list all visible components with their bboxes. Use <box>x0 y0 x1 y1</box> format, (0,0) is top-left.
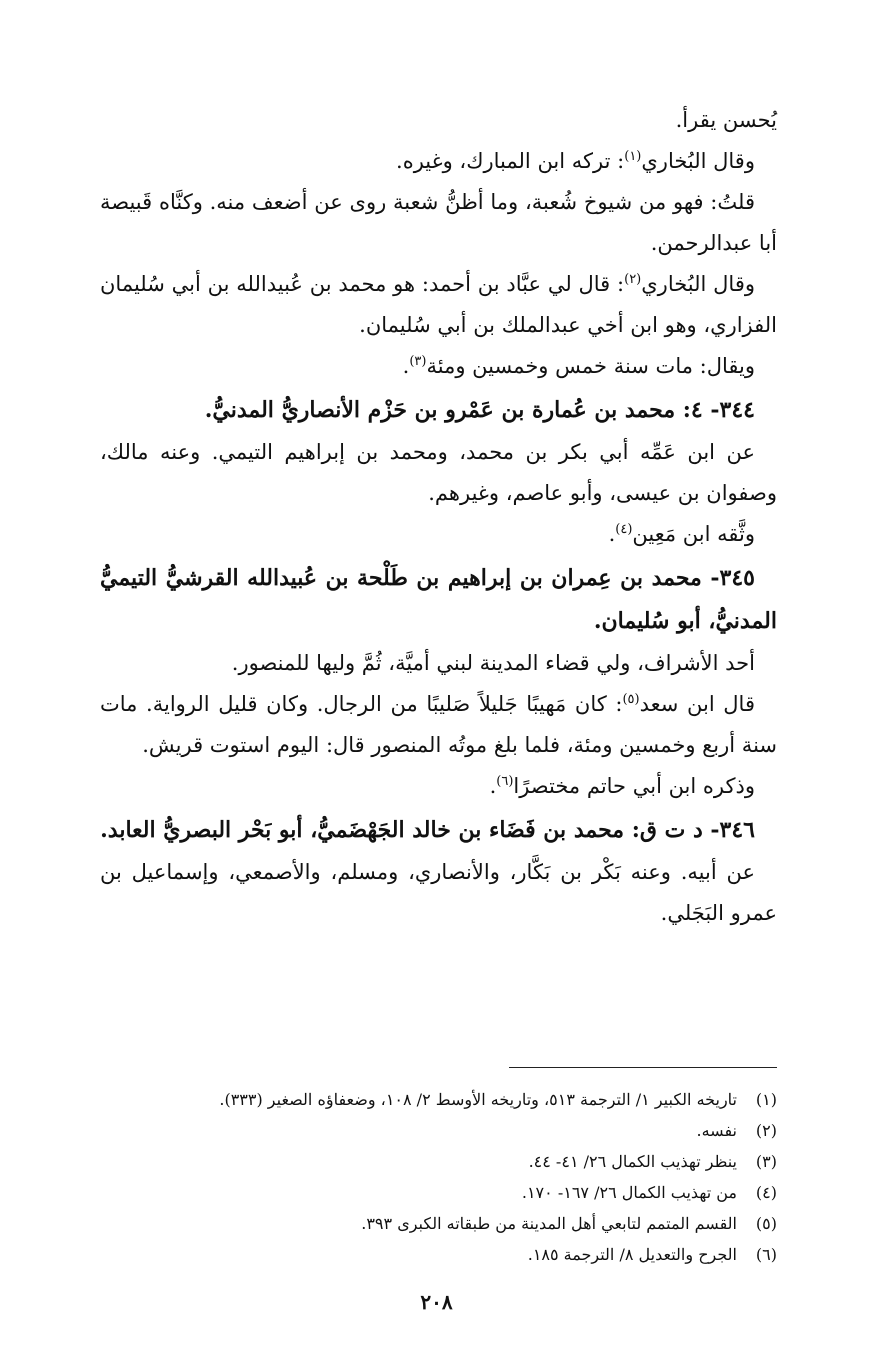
footnote-ref-2: (٢) <box>624 272 642 287</box>
footnote-ref-5: (٥) <box>622 692 640 707</box>
entry-heading-345: ٣٤٥- محمد بن عِمران بن إبراهيم بن طَلْحة بن عُبيدالله القرشيُّ التيميُّ المدنيُّ، أبو سُليمان. <box>100 565 777 634</box>
paragraph-bukhari-1: وقال البُخاري$^{(١)}$: تركه ابن المبارك، وغيره. <box>396 149 755 173</box>
paragraph-345-ibn-saad: قال ابن سعد$^{(٥)}$: كان مَهيبًا جَليلاً صَليبًا من الرجال. وكان قليل الرواية. مات سنة أربع وخمسين ومئة، فلما بلغ موتُه المنصور قال: اليوم استوت قريش. <box>100 692 777 757</box>
paragraph-346-narrators: عن أبيه. وعنه بَكْر بن بَكَّار، والأنصاري، ومسلم، والأصمعي، وإسماعيل بن عمرو البَجَلي. <box>100 860 777 925</box>
paragraph-bukhari-2: وقال البُخاري$^{(٢)}$: قال لي عبَّاد بن أحمد: هو محمد بن عُبيدالله بن أبي سُليمان الفزاري، وهو ابن أخي عبدالملك بن أبي سُليمان. <box>100 272 777 337</box>
footnote-5: (٥) القسم المتمم لتابعي أهل المدينة من طبقاته الكبرى ٣٩٣. <box>361 1214 777 1233</box>
paragraph-death-year: ويقال: مات سنة خمس وخمسين ومئة$^{(٣)}$. <box>402 354 755 378</box>
footnote-1: (١) تاريخه الكبير ١/ الترجمة ٥١٣، وتاريخه الأوسط ٢/ ١٠٨، وضعفاؤه الصغير (٣٣٣). <box>219 1090 777 1109</box>
footnotes <box>100 1084 777 1270</box>
footnote-3: (٣) ينظر تهذيب الكمال ٢٦/ ٤١- ٤٤. <box>528 1152 777 1171</box>
paragraph-345-ibn-abi-hatim: وذكره ابن أبي حاتم مختصرًا$^{(٦)}$. <box>489 774 755 798</box>
footnote-ref-6: (٦) <box>496 774 514 789</box>
footnote-ref-3: (٣) <box>409 354 427 369</box>
main-text <box>100 100 777 934</box>
footnote-4: (٤) من تهذيب الكمال ٢٦/ ١٦٧- ١٧٠. <box>521 1183 777 1202</box>
footnote-ref-4: (٤) <box>615 522 633 537</box>
page-body <box>100 100 777 934</box>
entry-heading-346: ٣٤٦- د ت ق: محمد بن فَضَاء بن خالد الجَهْضَميُّ، أبو بَحْر البصريُّ العابد. <box>100 817 755 843</box>
paragraph-qultu: قلتُ: فهو من شيوخ شُعبة، وما أظنُّ شعبة روى عن أضعف منه. وكنَّاه قَبيصة أبا عبدالرحمن. <box>100 190 777 255</box>
footnote-separator <box>509 1067 777 1068</box>
paragraph-continuation: يُحسن يقرأ. <box>675 108 777 132</box>
paragraph-344-tawthiq: وثَّقه ابن مَعِين$^{(٤)}$. <box>608 522 755 546</box>
footnote-2: (٢) نفسه. <box>696 1121 777 1140</box>
footnote-6: (٦) الجرح والتعديل ٨/ الترجمة ١٨٥. <box>527 1245 777 1264</box>
paragraph-344-narrators: عن ابن عَمِّه أبي بكر بن محمد، ومحمد بن إبراهيم التيمي. وعنه مالك، وصفوان بن عيسى، وأبو عاصم، وغيرهم. <box>100 440 777 505</box>
footnote-ref-1: (١) <box>624 149 642 164</box>
paragraph-345-ashraf: أحد الأشراف، ولي قضاء المدينة لبني أميَّة، ثُمَّ وليها للمنصور. <box>231 651 755 675</box>
entry-heading-344: ٣٤٤- ٤: محمد بن عُمارة بن عَمْرو بن حَزْم الأنصاريُّ المدنيُّ. <box>204 397 755 423</box>
page-number: ٢٠٨ <box>420 1290 453 1314</box>
